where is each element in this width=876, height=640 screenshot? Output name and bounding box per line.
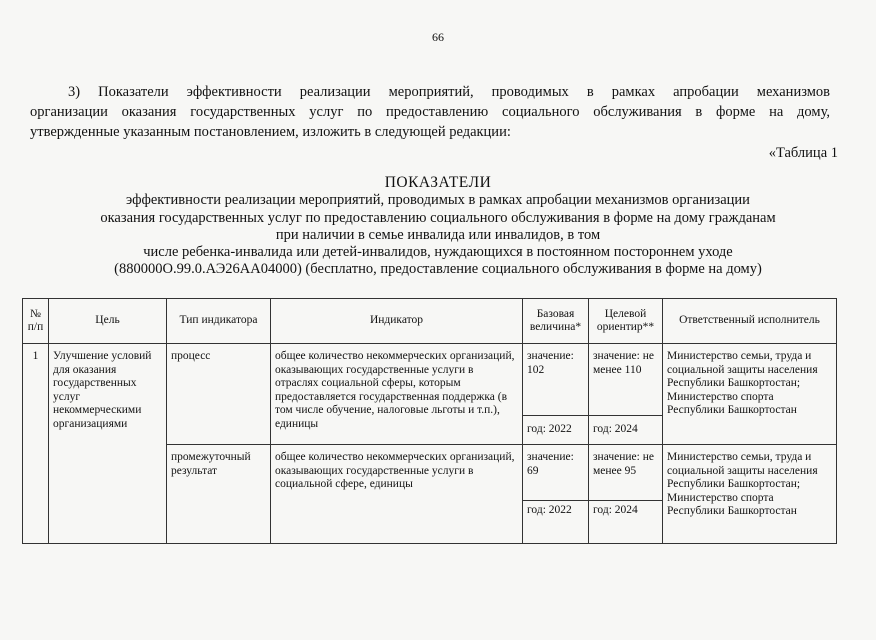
- header-target: Целевой ориентир**: [589, 299, 663, 344]
- intro-line-2: организации оказания государственных услуг по предоставлению социального обслуживания в форме на дому,: [30, 104, 830, 120]
- target-value: значение: не менее 110: [589, 344, 663, 416]
- target-year: год: 2024: [589, 501, 663, 544]
- responsible-cell: Министерство семьи, труда и социальной защиты населения Республики Башкортостан; Министерство спорта Республики Башкортостан: [663, 445, 837, 544]
- header-responsible: Ответственный исполнитель: [663, 299, 837, 344]
- title-line: оказания государственных услуг по предоставлению социального обслуживания в форме на дому гражданам: [100, 210, 776, 226]
- header-num: № п/п: [23, 299, 49, 344]
- base-value: значение: 102: [523, 344, 589, 416]
- indicator-text: общее количество некоммерческих организаций, оказывающих государственные услуги в отраслях социальной сферы, которым предоставляется государственная поддержка (в том числе обучение, налоговые льготы и т.п.), единицы: [271, 344, 523, 445]
- table-header-row: [23, 299, 837, 344]
- title-line: эффективности реализации мероприятий, проводимых в рамках апробации механизмов организации: [126, 192, 750, 208]
- base-year: год: 2022: [523, 416, 589, 445]
- title-line: при наличии в семье инвалида или инвалидов, в том: [275, 227, 601, 243]
- header-indicator: Индикатор: [271, 299, 523, 344]
- header-goal: Цель: [49, 299, 167, 344]
- target-value: значение: не менее 95: [589, 445, 663, 501]
- table-row: [23, 344, 837, 416]
- header-type: Тип индикатора: [167, 299, 271, 344]
- responsible-cell: Министерство семьи, труда и социальной защиты населения Республики Башкортостан; Министерство спорта Республики Башкортостан: [663, 344, 837, 445]
- document-title: ПОКАЗАТЕЛИ: [384, 174, 492, 191]
- table-label: «Таблица 1: [768, 145, 838, 161]
- header-base: Базовая величина*: [523, 299, 589, 344]
- indicator-text: общее количество некоммерческих организаций, оказывающих государственные услуги в социальной сфере, единицы: [271, 445, 523, 544]
- base-year: год: 2022: [523, 501, 589, 544]
- indicators-table: [22, 298, 837, 544]
- title-line: числе ребенка-инвалида или детей-инвалидов, нуждающихся в постоянном постороннем уходе: [143, 244, 733, 260]
- intro-line-1: 3) Показатели эффективности реализации мероприятий, проводимых в рамках апробации механизмов: [68, 84, 830, 100]
- indicator-type: промежуточный результат: [167, 445, 271, 544]
- indicator-type: процесс: [167, 344, 271, 445]
- intro-line-3: утвержденные указанным постановлением, изложить в следующей редакции:: [30, 124, 511, 140]
- target-year: год: 2024: [589, 416, 663, 445]
- row-number: 1: [23, 344, 49, 544]
- title-line: (880000О.99.0.АЭ26АА04000) (бесплатно, предоставление социального обслуживания в форме на дому): [114, 261, 762, 277]
- base-value: значение: 69: [523, 445, 589, 501]
- goal-cell: Улучшение условий для оказания государственных услуг некоммерческими организациями: [49, 344, 167, 544]
- page-number: 66: [432, 30, 444, 44]
